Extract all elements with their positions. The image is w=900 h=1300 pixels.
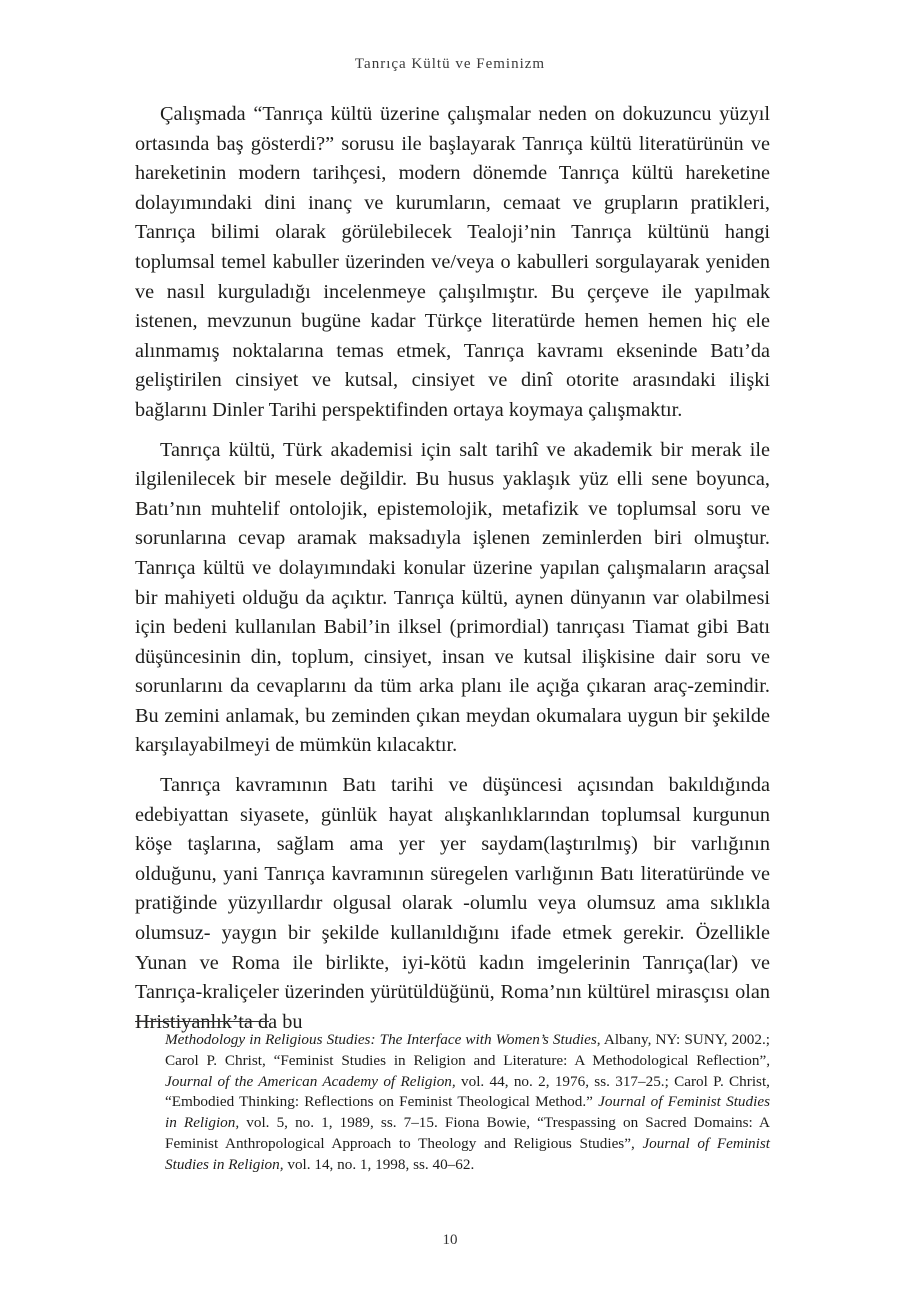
page-number: 10 (442, 1232, 458, 1248)
running-title: Tanrıça Kültü ve Feminizm (354, 56, 546, 72)
footnote-italic-segment: Methodology in Religious Studies: The Interface with Women’s Studies (165, 1031, 597, 1048)
paragraph: Çalışmada “Tanrıça kültü üzerine çalışmalar neden on dokuzuncu yüzyıl ortasında baş gösterdi?” sorusu ile başlayarak Tanrıça kültü literatürünün ve hareketinin modern tarihçesi, modern dönemde Tanrıça kültü hareketine dolayımındaki dini inanç ve kurumların, cemaat ve grupların pratikleri, Tanrıça bilimi olarak görülebilecek Tealoji’nin Tanrıça kültünü hangi toplumsal temel kabuller üzerinden ve/veya o kabulleri sorgulayarak yeniden ve nasıl kurguladığı incelenmeye çalışılmıştır. Bu çerçeve ile yapılmak istenen, mevzunun bugüne kadar Türkçe literatürde hemen hemen hiç ele alınmamış noktalarına temas etmek, Tanrıça kavramı ekseninde Batı’da geliştirilen cinsiyet ve kutsal, cinsiyet ve dinî otorite arasındaki ilişki bağlarını Dinler Tarihi perspektifinden ortaya koymaya çalışmaktır. (135, 103, 770, 421)
footnote-segment: vol. 44, no. 2, 1976, ss. 317–25.; Carol P. Christ, “Embodied Thinking: Reflections on Feminist Theological Method.” (165, 1072, 770, 1111)
footnote-segment: vol. 5, no. 1, 1989, ss. 7–15. Fiona Bowie, “Trespassing on Sacred Domains: A Feminist Anthropological Approach to Theology and Religious Studies”, (165, 1114, 770, 1152)
footnote-italic-segment: Journal of the American Academy of Religion, (165, 1072, 456, 1090)
footnote (165, 1030, 770, 1176)
main-text (135, 100, 770, 1047)
footnote-segment: , Albany, NY: SUNY, 2002.; Carol P. Christ, “Feminist Studies in Religion and Literature: A Methodological Reflection”, (165, 1031, 770, 1069)
footnote-italic-segment: Journal of Feminist Studies in Religion, (165, 1134, 770, 1173)
paragraph: Tanrıça kavramının Batı tarihi ve düşüncesi açısından bakıldığında edebiyattan siyasete, günlük hayat alışkanlıklarından toplumsal kurgunun köşe taşlarına, sağlam ama yer yer saydam(laştırılmış) bir varlığının olduğunu, yani Tanrıça kavramının süregelen varlığının Batı literatüründe ve pratiğinde yüzyıllardır olgusal olarak -olumlu veya olumsuz ama sıklıkla olumsuz- yaygın bir şekilde kullanıldığını ifade etmek gerekir. Özellikle Yunan ve Roma ile birlikte, iyi-kötü kadın imgelerinin Tanrıça(lar) ve Tanrıça-kraliçeler üzerinden yürütüldüğünü, Roma’nın kültürel mirasçısı olan Hristiyanlık’ta da bu (135, 774, 770, 1033)
footnote-segment: vol. 14, no. 1, 1998, ss. 40–62. (283, 1155, 475, 1173)
paragraph: Tanrıça kültü, Türk akademisi için salt tarihî ve akademik bir merak ile ilgilenilecek bir mesele değildir. Bu husus yaklaşık yüz elli sene boyunca, Batı’nın muhtelif ontolojik, epistemolojik, metafizik ve toplumsal soru ve sorunlarına cevap aramak maksadıyla işlenen zeminlerden biri olmuştur. Tanrıça kültü ve dolayımındaki konular üzerine yapılan çalışmaların araçsal bir mahiyeti olduğu da açıktır. Tanrıça kültü, aynen dünyanın var olabilmesi için bedeni kullanılan Babil’in ilksel (primordial) tanrıçası Tiamat gibi Batı düşüncesinin din, toplum, cinsiyet, insan ve kutsal ilişkisine dair soru ve sorunlarını da cevaplarını da tüm arka planı ile açığa çıkaran araç-zemindir. Bu zemini anlamak, bu zeminden çıkan meydan okumalara uygun bir şekilde karşılayabilmeyi de mümkün kılacaktır. (135, 438, 770, 757)
footnote-italic-segment: Journal of Feminist Studies in Religion, (165, 1093, 770, 1132)
footnote-separator (135, 1021, 269, 1022)
